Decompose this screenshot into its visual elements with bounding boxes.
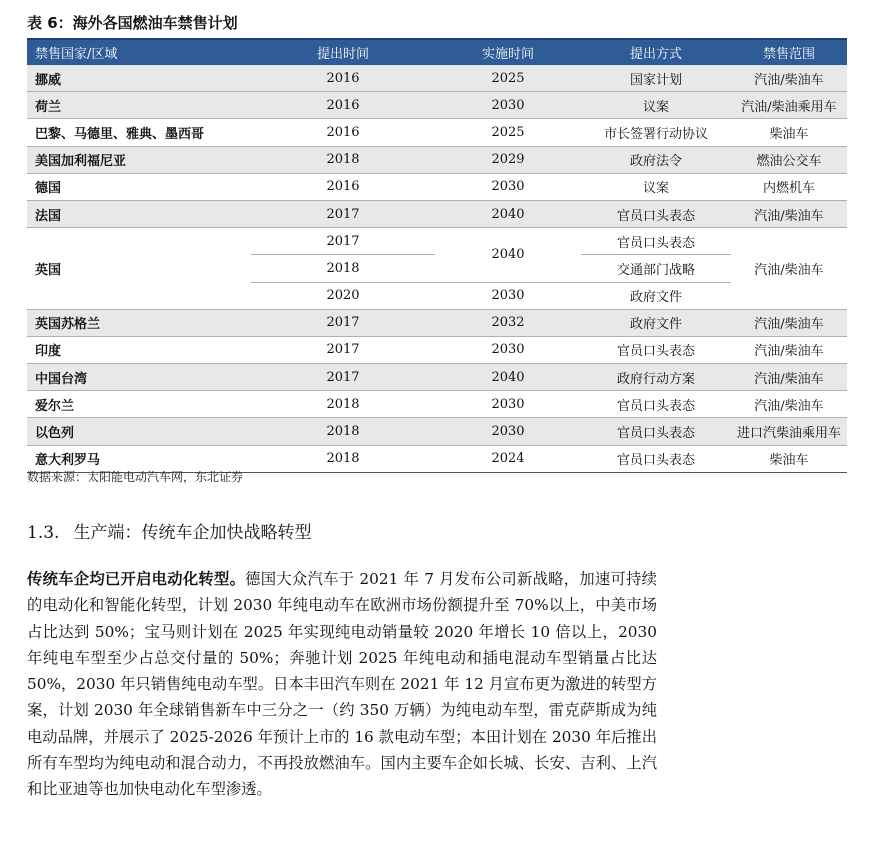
method-cell: 官员口头表态: [581, 200, 731, 227]
table-row: [27, 418, 847, 445]
method-cell: 议案: [581, 92, 731, 119]
implement-cell: 2040: [435, 200, 581, 227]
method-cell: 官员口头表态: [581, 336, 731, 363]
implement-cell: 2040: [435, 364, 581, 391]
proposed-cell: 2017: [251, 309, 435, 336]
region-cell: 意大利罗马: [27, 445, 251, 472]
header-method: 提出方式: [581, 40, 731, 65]
section-heading: [27, 518, 311, 543]
implement-cell: 2025: [435, 65, 581, 92]
scope-cell: 汽油/柴油车: [731, 336, 847, 363]
ban-table: [27, 40, 847, 473]
method-cell: 市长签署行动协议: [581, 119, 731, 146]
body-paragraph: [27, 566, 657, 803]
table-header-row: [27, 40, 847, 65]
proposed-cell: 2018: [251, 255, 435, 282]
implement-cell: 2029: [435, 146, 581, 173]
implement-cell: 2025: [435, 119, 581, 146]
scope-cell: 汽油/柴油车: [731, 309, 847, 336]
table-title: 表 6：海外各国燃油车禁售计划: [27, 14, 238, 32]
scope-cell: 汽油/柴油车: [731, 391, 847, 418]
region-cell: 以色列: [27, 418, 251, 445]
table-row: [27, 336, 847, 363]
table-source: 数据来源：太阳能电动汽车网，东北证券: [27, 470, 244, 484]
scope-cell: 进口汽柴油乘用车: [731, 418, 847, 445]
table-row: [27, 92, 847, 119]
table-row: [27, 364, 847, 391]
header-scope: 禁售范围: [731, 40, 847, 65]
region-cell: 法国: [27, 200, 251, 227]
implement-cell: 2030: [435, 418, 581, 445]
method-cell: 官员口头表态: [581, 391, 731, 418]
proposed-cell: 2016: [251, 173, 435, 200]
scope-cell: 汽油/柴油乘用车: [731, 92, 847, 119]
method-cell: 官员口头表态: [581, 418, 731, 445]
implement-cell: 2030: [435, 391, 581, 418]
region-cell: 英国苏格兰: [27, 309, 251, 336]
proposed-cell: 2018: [251, 418, 435, 445]
method-cell: 政府文件: [581, 309, 731, 336]
region-cell: 爱尔兰: [27, 391, 251, 418]
paragraph-body: 德国大众汽车于 2021 年 7 月发布公司新战略，加速可持续的电动化和智能化转型，计划 2030 年纯电动车在欧洲市场份额提升至 70%以上，中美市场占比达到 50%；宝马则计划在 2025 年实现纯电动销量较 2020 年增长 10 倍以上，2030 年纯电车型至少占总交付量的 50%；奔驰计划 2025 年纯电动和插电混动车型销量占比达 50%，2030 年只销售纯电动车型。日本丰田汽车则在 2021 年 12 月宣布更为激进的转型方案，计划 2030 年全球销售新车中三分之一（约 350 万辆）为纯电动车型，雷克萨斯成为纯电动品牌，并展示了 2025-2026 年预计上市的 16 款电动车型；本田计划在 2030 年后推出所有车型均为纯电动和混合动力，不再投放燃油车。国内主要车企如长城、长安、吉利、上汽和比亚迪等也加快电动化车型渗透。: [27, 570, 657, 799]
scope-cell: 汽油/柴油车: [731, 364, 847, 391]
region-cell-uk: 英国: [27, 228, 251, 310]
proposed-cell: 2018: [251, 391, 435, 418]
method-cell: 政府文件: [581, 282, 731, 309]
proposed-cell: 2016: [251, 119, 435, 146]
proposed-cell: 2018: [251, 146, 435, 173]
scope-cell: 内燃机车: [731, 173, 847, 200]
implement-cell: 2030: [435, 336, 581, 363]
proposed-cell: 2017: [251, 228, 435, 255]
header-implement: 实施时间: [435, 40, 581, 65]
method-cell: 官员口头表态: [581, 445, 731, 472]
table-row-uk-1: [27, 228, 847, 255]
region-cell: 中国台湾: [27, 364, 251, 391]
paragraph-lead: 传统车企均已开启电动化转型。: [27, 570, 246, 588]
section-number: 1.3.: [27, 523, 60, 543]
implement-cell: 2024: [435, 445, 581, 472]
method-cell: 政府法令: [581, 146, 731, 173]
scope-cell: 柴油车: [731, 119, 847, 146]
table-row: [27, 119, 847, 146]
scope-cell: 柴油车: [731, 445, 847, 472]
method-cell: 议案: [581, 173, 731, 200]
proposed-cell: 2016: [251, 65, 435, 92]
region-cell: 德国: [27, 173, 251, 200]
method-cell: 交通部门战略: [581, 255, 731, 282]
region-cell: 巴黎、马德里、雅典、墨西哥: [27, 119, 251, 146]
table-row: [27, 173, 847, 200]
table-row: [27, 309, 847, 336]
scope-cell: 汽油/柴油车: [731, 65, 847, 92]
region-cell: 印度: [27, 336, 251, 363]
header-region: 禁售国家/区域: [27, 40, 251, 65]
table-row: [27, 200, 847, 227]
method-cell: 政府行动方案: [581, 364, 731, 391]
table-row: [27, 146, 847, 173]
region-cell: 挪威: [27, 65, 251, 92]
scope-cell-uk: 汽油/柴油车: [731, 228, 847, 310]
table-row: [27, 391, 847, 418]
scope-cell: 汽油/柴油车: [731, 200, 847, 227]
implement-cell: 2030: [435, 282, 581, 309]
proposed-cell: 2017: [251, 364, 435, 391]
implement-cell: 2032: [435, 309, 581, 336]
implement-cell: 2030: [435, 92, 581, 119]
proposed-cell: 2017: [251, 336, 435, 363]
method-cell: 国家计划: [581, 65, 731, 92]
scope-cell: 燃油公交车: [731, 146, 847, 173]
region-cell: 荷兰: [27, 92, 251, 119]
header-proposed: 提出时间: [251, 40, 435, 65]
region-cell: 美国加利福尼亚: [27, 146, 251, 173]
proposed-cell: 2020: [251, 282, 435, 309]
implement-cell-uk-merged: 2040: [435, 228, 581, 282]
implement-cell: 2030: [435, 173, 581, 200]
method-cell: 官员口头表态: [581, 228, 731, 255]
proposed-cell: 2016: [251, 92, 435, 119]
proposed-cell: 2017: [251, 200, 435, 227]
section-title: 生产端：传统车企加快战略转型: [73, 523, 312, 543]
table-row: [27, 65, 847, 92]
proposed-cell: 2018: [251, 445, 435, 472]
